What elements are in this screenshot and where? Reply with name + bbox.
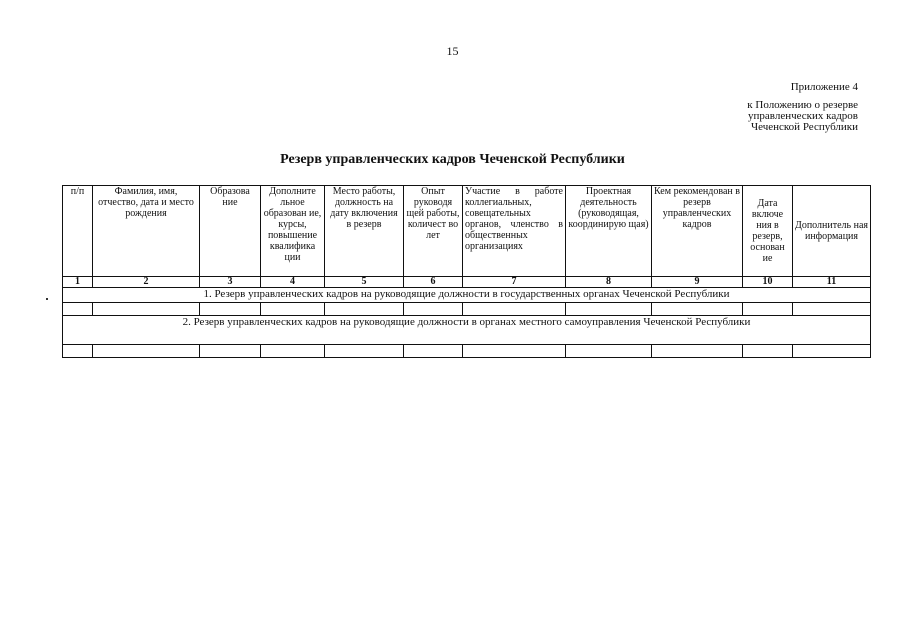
table-cell xyxy=(63,303,93,316)
empty-table-row xyxy=(63,345,871,358)
section-heading-row xyxy=(63,288,871,303)
appendix-line: управленческих кадров xyxy=(748,110,858,122)
table-cell xyxy=(404,303,463,316)
column-number: 10 xyxy=(743,277,793,288)
table-cell xyxy=(93,303,200,316)
header-cell: Место работы, должность на дату включения в резерв xyxy=(325,186,404,277)
section-heading: 2. Резерв управленческих кадров на руководящие должности в органах местного самоуправления Чеченской Республики xyxy=(63,316,871,345)
header-cell: Проектная деятельность (руководящая, координирую щая) xyxy=(566,186,652,277)
document-title: Резерв управленческих кадров Чеченской Республики xyxy=(280,152,625,167)
page-number: 15 xyxy=(446,44,459,58)
column-number: 6 xyxy=(404,277,463,288)
table-cell xyxy=(743,303,793,316)
header-cell: Дополнитель ная информация xyxy=(793,186,871,277)
column-number: 11 xyxy=(793,277,871,288)
table-cell xyxy=(63,345,93,358)
appendix-block xyxy=(747,82,858,133)
table-cell xyxy=(93,345,200,358)
column-number: 7 xyxy=(463,277,566,288)
appendix-line: Чеченской Республики xyxy=(750,121,858,133)
table-cell xyxy=(652,345,743,358)
table-cell xyxy=(463,303,566,316)
header-cell: Фамилия, имя, отчество, дата и место рождения xyxy=(93,186,200,277)
column-number: 2 xyxy=(93,277,200,288)
header-cell: Опыт руководя щей работы, количест во лет xyxy=(404,186,463,277)
table-cell xyxy=(652,303,743,316)
scan-dot xyxy=(46,298,48,300)
section-heading-row xyxy=(63,316,871,345)
table-cell xyxy=(793,303,871,316)
appendix-title: Приложение 4 xyxy=(790,81,858,93)
column-number: 3 xyxy=(200,277,261,288)
column-number: 1 xyxy=(63,277,93,288)
column-number: 8 xyxy=(566,277,652,288)
empty-table-row xyxy=(63,303,871,316)
reserve-table xyxy=(62,185,871,358)
column-number: 5 xyxy=(325,277,404,288)
appendix-line: к Положению о резерве xyxy=(747,99,858,111)
table-cell xyxy=(325,345,404,358)
table-cell xyxy=(793,345,871,358)
header-cell: Дата включе ния в резерв, основан ие xyxy=(743,186,793,277)
header-row xyxy=(63,186,871,277)
table-cell xyxy=(200,345,261,358)
table-cell xyxy=(404,345,463,358)
header-cell: Образова ние xyxy=(200,186,261,277)
table-cell xyxy=(566,345,652,358)
section-heading: 1. Резерв управленческих кадров на руководящие должности в государственных органах Чеченской Республики xyxy=(63,288,871,303)
header-cell: Кем рекомендован в резерв управленческих кадров xyxy=(652,186,743,277)
table-cell xyxy=(325,303,404,316)
header-cell: Дополните льное образован ие, курсы, повышение квалифика ции xyxy=(261,186,325,277)
header-cell: п/п xyxy=(63,186,93,277)
column-number-row xyxy=(63,277,871,288)
header-cell: Участие в работе коллегиальных, совещательных органов, членство в общественных организациях xyxy=(463,186,566,277)
table-cell xyxy=(261,345,325,358)
table-cell xyxy=(566,303,652,316)
table-cell xyxy=(743,345,793,358)
table-cell xyxy=(200,303,261,316)
table-cell xyxy=(261,303,325,316)
column-number: 4 xyxy=(261,277,325,288)
table-cell xyxy=(463,345,566,358)
column-number: 9 xyxy=(652,277,743,288)
